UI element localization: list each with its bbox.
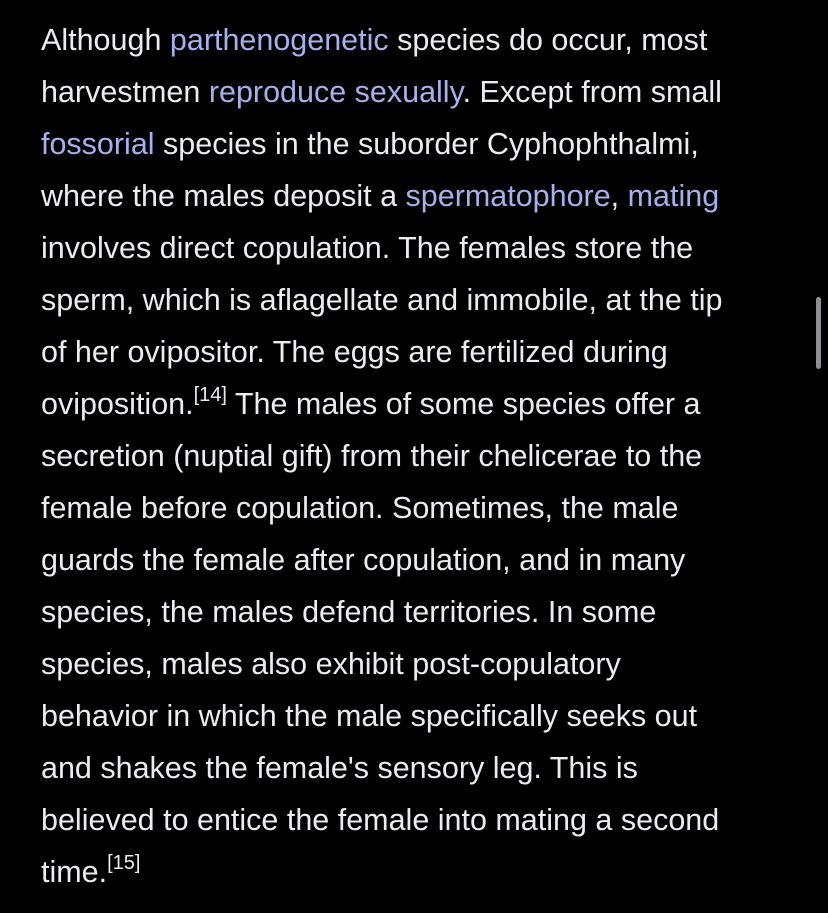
link-spermatophore[interactable]: spermatophore — [405, 179, 611, 213]
text-run: female before copulation. Sometimes, the male — [41, 491, 679, 525]
paragraph-line — [41, 326, 801, 378]
text-run: guards the female after copulation, and in many — [41, 543, 686, 577]
text-run: time. — [41, 855, 108, 889]
text-run: species, males also exhibit post-copulatory — [41, 647, 621, 681]
text-run: . Except from small — [462, 75, 722, 109]
text-run: and shakes the female's sensory leg. This is — [41, 751, 638, 785]
text-run: where the males deposit a — [41, 179, 406, 213]
paragraph-line — [41, 66, 801, 118]
paragraph-line — [41, 638, 801, 690]
link-reproduce-sexually[interactable]: reproduce sexually — [208, 75, 463, 109]
text-run: Although — [41, 23, 170, 57]
paragraph-line — [41, 430, 801, 482]
paragraph-line — [41, 794, 801, 846]
paragraph-line — [41, 690, 801, 742]
text-run: involves direct copulation. The females store the — [41, 231, 694, 265]
text-run: species do occur, most — [388, 23, 708, 57]
vertical-scrollbar[interactable] — [816, 297, 821, 369]
paragraph-line — [41, 482, 801, 534]
text-run: sperm, which is aflagellate and immobile, at the tip — [41, 283, 723, 317]
text-run: behavior in which the male specifically seeks out — [41, 699, 698, 733]
paragraph-line — [41, 222, 801, 274]
paragraph-line — [41, 846, 801, 898]
citation-link-14[interactable]: [14] — [193, 383, 227, 406]
text-run: species in the suborder Cyphophthalmi, — [154, 127, 699, 161]
paragraph-line — [41, 534, 801, 586]
paragraph-line — [41, 14, 801, 66]
paragraph-line — [41, 274, 801, 326]
link-parthenogenetic[interactable]: parthenogenetic — [169, 23, 389, 57]
paragraph-line — [41, 118, 801, 170]
text-run: The males of some species offer a — [226, 387, 701, 421]
text-run: secretion (nuptial gift) from their chelicerae to the — [41, 439, 703, 473]
citation-14 — [194, 384, 227, 406]
citation-15 — [107, 852, 140, 874]
text-run: of her ovipositor. The eggs are fertilized during — [41, 335, 668, 369]
link-mating[interactable]: mating — [627, 179, 720, 213]
text-run: species, the males defend territories. In some — [41, 595, 657, 629]
paragraph-line — [41, 170, 801, 222]
article-paragraph — [41, 14, 801, 898]
paragraph-line — [41, 378, 801, 430]
paragraph-line — [41, 742, 801, 794]
link-fossorial[interactable]: fossorial — [41, 127, 155, 161]
text-run: harvestmen — [41, 75, 209, 109]
citation-link-15[interactable]: [15] — [107, 851, 141, 874]
text-run: believed to entice the female into mating a second — [41, 803, 720, 837]
text-run: , — [610, 179, 628, 213]
text-run: oviposition. — [41, 387, 194, 421]
paragraph-line — [41, 586, 801, 638]
